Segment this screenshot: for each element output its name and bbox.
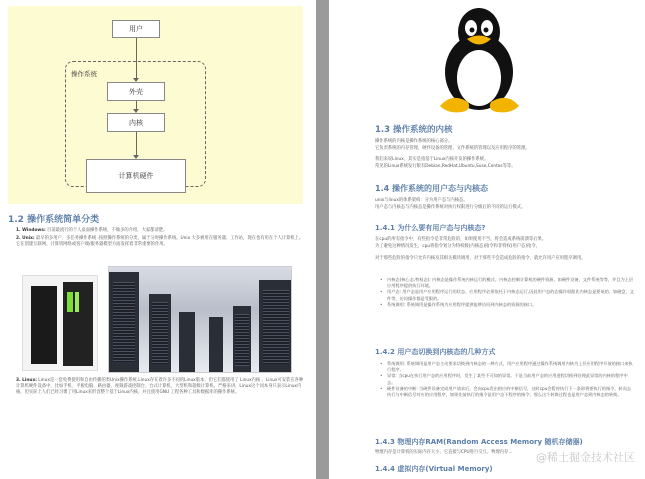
watermark: @稀土掘金技术社区 bbox=[536, 451, 635, 464]
mainframe-tower bbox=[31, 286, 57, 364]
shell-box: 外壳 bbox=[107, 82, 165, 101]
heading-kernel: 1.3 操作系统的内核 bbox=[375, 125, 453, 135]
list-item: • 内核态(核心态,特权态): 内核态是操作系统内核运行的模式。内核态控制计算机的硬件资源，如硬件设备，文件系统等等，并且为上层应用程序提供执行环境。 bbox=[379, 277, 635, 289]
rack-grill bbox=[235, 314, 249, 366]
rack-grill bbox=[113, 282, 135, 362]
connector-line bbox=[136, 132, 137, 156]
item-windows-text: 目前最流行的个人桌面操作系统，不做多的介绍，大家都清楚。 bbox=[45, 228, 168, 233]
rack-grill bbox=[263, 290, 289, 364]
para-why-c: 对于那些危险的指令只允许内核及其相关模块调用，对于那些不会造成危险的指令，就允许用户应用程序调用。 bbox=[375, 256, 586, 261]
status-led bbox=[67, 292, 73, 312]
list-item: • 异常: 当cpu在执行用户态的应用程序时，发生了某些不可知的异常。于是当前用户态的应用进程切换到处理此异常的内核的程序中去。 bbox=[379, 373, 635, 385]
heading-switch-ways: 1.4.2 用户态切换到内核态的几种方式 bbox=[375, 348, 496, 356]
page-gutter bbox=[316, 0, 329, 479]
item-unix bbox=[16, 236, 306, 248]
left-page bbox=[0, 0, 316, 479]
heading-physical-memory: 1.4.3 物理内存RAM(Random Access Memory 随机存储器) bbox=[375, 438, 583, 446]
server-rack bbox=[179, 312, 195, 372]
os-structure-diagram bbox=[8, 6, 303, 204]
hardware-box: 计算机硬件 bbox=[86, 159, 186, 193]
section-heading-os-types: 1.2 操作系统简单分类 bbox=[8, 215, 100, 225]
mode-definitions-list bbox=[379, 277, 635, 308]
para-why-b: 为了避免这种情况发生，cpu将指令划分为特权级(内核态)指令和非特权(用户态)指令。 bbox=[375, 244, 540, 249]
mainframe-photo bbox=[22, 275, 98, 371]
item-windows-title: 1. Windows: bbox=[16, 228, 46, 233]
switch-ways-list bbox=[379, 361, 635, 398]
para-kernel-a: 操作系统的内核是操作系统的核心部分。 bbox=[375, 139, 453, 144]
right-page bbox=[329, 0, 645, 479]
tux-penguin-icon bbox=[432, 6, 527, 114]
list-item: • 系统调用: 系统调用是操作系统为应用程序提供能够访问到内核态的资源的接口。 bbox=[379, 302, 635, 308]
heading-virtual-memory: 1.4.4 虚拟内存(Virtual Memory) bbox=[375, 465, 493, 473]
para-mode-b: 用户态与内核态与内核态是操作系统对执行权限进行分级后的不同的运行模式。 bbox=[375, 205, 526, 210]
list-item: • 用户态: 用户态是用户应用程序运行的状态。应用程序必须依托于内核态运行,因此用户态的态操作权限比内核态是要低的，如磁盘，文件等，访问操作都是受限的。 bbox=[379, 289, 635, 301]
heading-why-modes: 1.4.1 为什么要有用户态与内核态? bbox=[375, 224, 486, 232]
item-unix-title: 2. Unix: bbox=[16, 236, 35, 241]
server-rack bbox=[209, 317, 223, 372]
list-item: • 系统调用: 系统调用是用户态主动要求切换到内核态的一种方式，用户应用程序通过操作系统调用内核为上层应用程序开放的接口来执行程序。 bbox=[379, 361, 635, 373]
user-box: 用户 bbox=[112, 20, 160, 38]
os-label: 操作系统 bbox=[71, 70, 97, 78]
item-linux-title: 3. Linux: bbox=[16, 378, 37, 383]
item-unix-text: 最早的多用户、多任务操作系统 .按照操作系统的分类，属于分时操作系统。Unix 大多被用在服务器、工作站，现在也有用在个人计算机上。它在创建互联网、计算机网络或客户端/服务器模型方面发挥着非常重要的作用。 bbox=[16, 236, 304, 248]
datacenter-photo bbox=[108, 266, 292, 373]
rack-grill bbox=[152, 302, 168, 364]
para-why-a: 在cpu的所有指令中，有些指令是非常危险的，如果使用不当，将会造成系统崩溃等后果。 bbox=[375, 237, 547, 242]
status-led bbox=[75, 292, 79, 312]
item-linux bbox=[16, 378, 306, 397]
kernel-box: 内核 bbox=[107, 113, 165, 132]
list-item: • 硬件设备的中断: 当硬件设备完成用户请求后，会向cpu发出相应的中断信号，这时cpu会暂停执行下一条即将要执行的指令，转而去执行与中断信号对应的应用程序，如果先前执行的指令是用户态下程序的指令，那么这个转换过程也是用户态到内核态的转换。 bbox=[379, 386, 635, 398]
para-physical-memory: 物理内存是计算机的实际内存大小，它直接与CPU进行交互。物理内存... bbox=[375, 450, 513, 455]
item-linux-text: Linux是一套免费使用和自由传播的类Unix操作系统.Linux存在着许多不同的Linux版本，但它们都使用了 Linux内核 。Linux可安装在各种计算机硬件设备中，比如手机、平板电脑、路由器、视频游戏控制台、台式计算机、大型机和超级计算机。严格来讲，Linux这个词本身只表示Linux内核，但实际上人们已经习惯了用Linux来形容整个基于Linux内核，并且使用GNU 工程各种工具和数据库的操作系统。 bbox=[16, 378, 304, 396]
para-kernel-d: 常见的Linux系统发行版有Debian,RedHat,Ubuntu,Suse,Centos等等。 bbox=[375, 164, 516, 169]
item-windows bbox=[16, 228, 306, 234]
para-mode-a: unix与linux的体系架构：分为用户态与内核态。 bbox=[375, 198, 468, 203]
para-kernel-b: 它负责系统的内存管理，硬件设备的管理，文件系统的管理以及应用程序的管理。 bbox=[375, 146, 530, 151]
para-kernel-c: 我们来说Linux，其实是指基于Linux内核开发的操作系统。 bbox=[375, 157, 489, 162]
heading-user-kernel-mode: 1.4 操作系统的用户态与内核态 bbox=[375, 184, 488, 193]
